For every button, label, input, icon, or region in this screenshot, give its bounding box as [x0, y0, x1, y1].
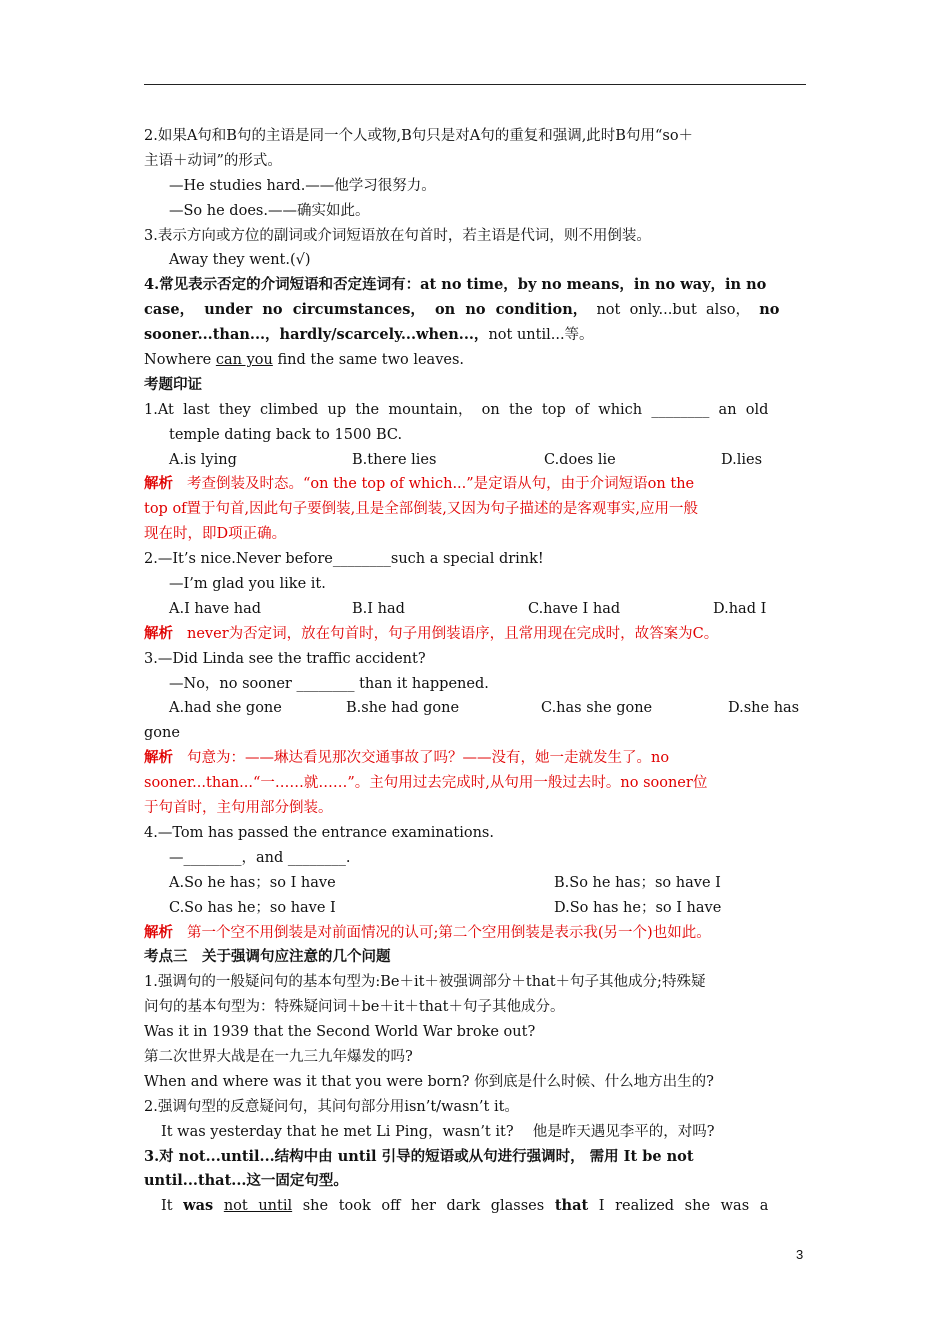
text-line: 1.强调句的一般疑问句的基本句型为:Be＋it＋被强调部分＋that＋句子其他成分;特殊疑: [144, 974, 706, 991]
example-line: It was yesterday that he met Li Ping，wasn’t it? 他是昨天遇见李平的，对吗?: [161, 1123, 715, 1140]
example-line: [144, 348, 806, 373]
option-a: A.I have had: [169, 600, 262, 617]
option-d: D.had I: [713, 600, 767, 617]
example-line: When and where was it that you were born? 你到底是什么时候、什么地方出生的?: [144, 1073, 714, 1090]
option-c: C.have I had: [528, 600, 621, 617]
text-segment: she took off her dark glasses: [292, 1198, 555, 1215]
example-line: Away they went.(√): [169, 252, 311, 269]
answer-1-cont: top of置于句首,因此句子要倒装,且是全部倒装,又因为句子描述的是客观事实,应用一般: [144, 501, 698, 518]
section-heading: 考题印证: [144, 375, 202, 393]
bold-segment: no: [759, 301, 780, 319]
text-segment: find the same two leaves.: [272, 352, 465, 369]
page-number: 3: [796, 1247, 804, 1262]
example-line: —So he does.——确实如此。: [169, 202, 370, 219]
bold-line: 3.对 not...until...结构中由 until 引导的短语或从句进行强调时， 需用 It be not: [144, 1147, 694, 1165]
answer-text: 句意为：——琳达看见那次交通事故了吗？——没有，她一走就发生了。no: [187, 750, 670, 767]
question-3-cont: —No，no sooner ________ than it happened.: [169, 675, 489, 692]
underlined-segment: not until: [223, 1198, 293, 1215]
header-rule: [144, 84, 806, 85]
text-line: 主语＋动词”的形式。: [144, 152, 282, 169]
bold-segment: that: [554, 1197, 589, 1215]
question-1-options: [144, 448, 806, 473]
example-line: 第二次世界大战是在一九三九年爆发的吗?: [144, 1048, 413, 1065]
question-4-cont: —________，and ________.: [169, 849, 351, 866]
answer-label: 解析: [144, 923, 173, 941]
section-heading: 考点三 关于强调句应注意的几个问题: [144, 948, 391, 966]
text-segment: [213, 1198, 224, 1214]
answer-label: 解析: [144, 475, 173, 493]
bold-segment: sooner...than...，hardly/scarcely...when...，: [144, 326, 489, 344]
option-d: D.lies: [721, 451, 763, 468]
option-b: B.I had: [352, 600, 405, 617]
text-line: 2.如果A句和B句的主语是同一个人或物,B句只是对A句的重复和强调,此时B句用“so＋: [144, 128, 694, 144]
text-segment: It: [161, 1198, 184, 1215]
answer-4: [144, 921, 806, 946]
text-line: [144, 323, 806, 348]
option-a: A.had she gone: [169, 700, 282, 717]
example-line: [144, 1194, 806, 1219]
answer-label: 解析: [144, 624, 173, 642]
answer-label: 解析: [144, 749, 173, 767]
question-3-options: [144, 696, 806, 721]
answer-3: [144, 746, 806, 771]
question-3: 3.—Did Linda see the traffic accident?: [144, 650, 426, 667]
text-segment: I realized she was a: [588, 1198, 769, 1215]
text-segment: not until...等。: [488, 327, 594, 344]
question-2-options: [144, 597, 806, 622]
question-1-cont: temple dating back to 1500 BC.: [169, 426, 403, 443]
option-c: C.So has he；so have I: [169, 899, 336, 916]
text-line: 3.表示方向或方位的副词或介词短语放在句首时，若主语是代词，则不用倒装。: [144, 227, 651, 244]
example-line: —He studies hard.——他学习很努力。: [169, 177, 436, 194]
text-line: 2.强调句型的反意疑问句，其问句部分用isn’t/wasn’t it。: [144, 1098, 519, 1115]
bold-segment: was: [183, 1197, 214, 1215]
option-a: A.is lying: [169, 451, 237, 468]
answer-3-cont: sooner...than...“一……就……”。主句用过去完成时,从句用一般过去时。no sooner位: [144, 775, 708, 792]
answer-text: never为否定词，放在句首时，句子用倒装语序，且常用现在完成时，故答案为C。: [187, 625, 719, 642]
text-line: 问句的基本句型为：特殊疑问词＋be＋it＋that＋句子其他成分。: [144, 999, 565, 1016]
question-3-wrap: gone: [144, 725, 180, 742]
option-c: C.does lie: [544, 451, 616, 468]
example-line: Was it in 1939 that the Second World War broke out?: [144, 1024, 536, 1041]
underlined-segment: can you: [215, 352, 273, 369]
option-b: B.So he has；so have I: [554, 874, 721, 891]
option-a: A.So he has；so I have: [169, 874, 336, 891]
text-segment: Nowhere: [144, 352, 216, 369]
text-segment: not only...but also，: [587, 302, 760, 319]
page-content: [144, 124, 806, 1219]
question-4-options-row-1: [144, 871, 806, 896]
bold-segment: case， under no circumstances， on no condition，: [144, 301, 588, 319]
question-2-cont: —I’m glad you like it.: [169, 576, 326, 593]
question-4-options-row-2: [144, 896, 806, 921]
bold-line: until...that...这一固定句型。: [144, 1172, 348, 1190]
text-line: [144, 298, 806, 323]
option-d: D.So has he；so I have: [554, 899, 722, 916]
question-1: 1.At last they climbed up the mountain， on the top of which ________ an old: [144, 401, 769, 418]
option-d: D.she has: [728, 700, 800, 717]
option-b: B.there lies: [352, 451, 437, 468]
question-2: 2.—It’s nice.Never before________such a special drink!: [144, 551, 544, 568]
answer-2: [144, 622, 806, 647]
answer-1-cont: 现在时，即D项正确。: [144, 526, 287, 543]
answer-text: 第一个空不用倒装是对前面情况的认可;第二个空用倒装是表示我(另一个)也如此。: [187, 924, 711, 941]
option-c: C.has she gone: [541, 700, 653, 717]
answer-text: 考查倒装及时态。“on the top of which...”是定语从句，由于介词短语on the: [187, 476, 695, 493]
option-b: B.she had gone: [346, 700, 460, 717]
bold-line: 4.常见表示否定的介词短语和否定连词有：at no time，by no means，in no way，in no: [144, 276, 767, 294]
answer-3-cont: 于句首时，主句用部分倒装。: [144, 800, 333, 817]
answer-1: [144, 472, 806, 497]
question-4: 4.—Tom has passed the entrance examinations.: [144, 824, 494, 841]
